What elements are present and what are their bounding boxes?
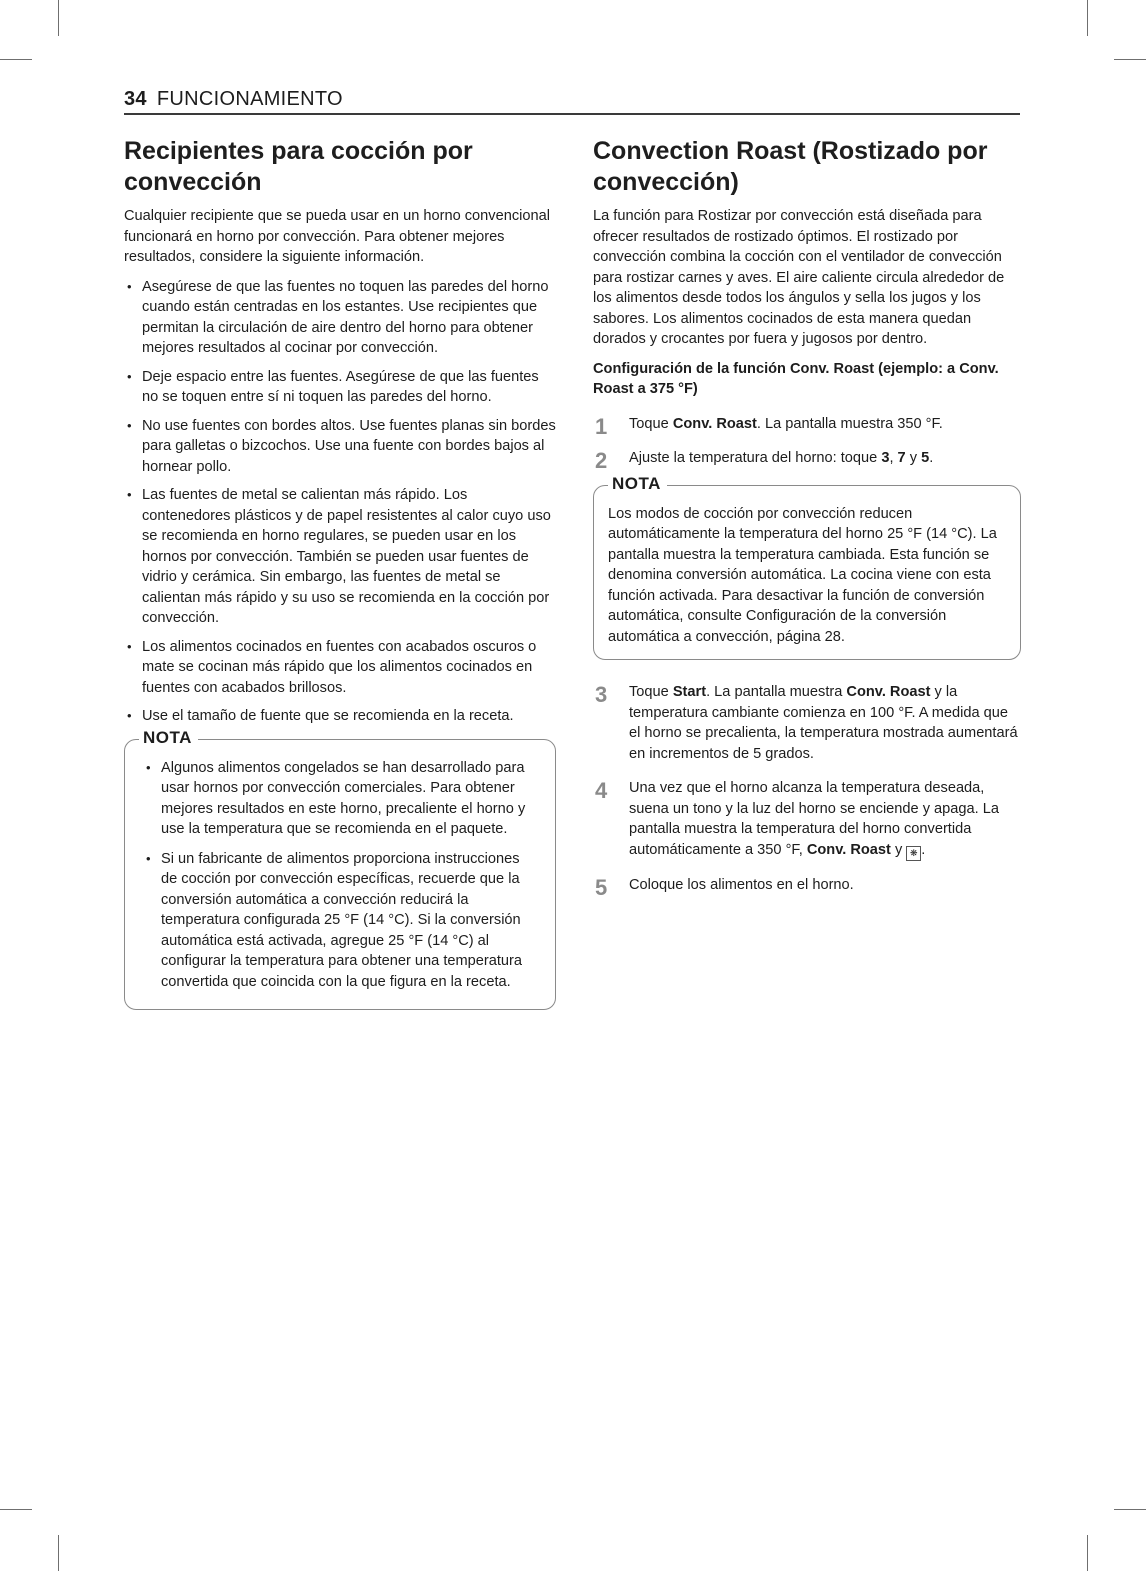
page-header	[124, 88, 1020, 115]
crop-mark	[1114, 59, 1146, 60]
list-item: • Los alimentos cocinados en fuentes con acabados oscuros o mate se cocinan más rápido que los alimentos cocinados en fuentes con acabados brillosos.	[124, 637, 556, 699]
step-1	[593, 413, 1021, 439]
note-item: • Si un fabricante de alimentos proporciona instrucciones de cocción por convección específicas, recuerde que la conversión automática a convección reducirá la temperatura configurada 25 °F (14 °C). Si la conversión automática está activada, agregue 25 °F (14 °C) al configurar la temperatura para obtener una temperatura convertida que coincida con la que figura en la receta.	[143, 849, 539, 993]
left-column	[124, 136, 556, 1010]
step-number: 3	[595, 682, 608, 707]
note-label: NOTA	[608, 474, 667, 494]
step-text: ,	[889, 450, 898, 466]
crop-mark	[1114, 1509, 1146, 1510]
step-number: 4	[595, 778, 608, 803]
step-text: . La pantalla muestra	[706, 684, 847, 700]
step-text: Una vez que el horno alcanza la temperatura deseada, suena un tono y la luz del horno se enciende y apaga. La pantalla muestra la temperatura del horno convertida automáticamente a 350 °F,	[629, 780, 999, 858]
step-key: Conv. Roast	[846, 684, 931, 700]
step-text: Ajuste la temperatura del horno: toque	[629, 450, 882, 466]
section-title: FUNCIONAMIENTO	[156, 88, 343, 110]
note-box	[124, 727, 556, 1011]
step-text: y	[905, 450, 922, 466]
procedure-subheading: Configuración de la función Conv. Roast (ejemplo: a Conv. Roast a 375 °F)	[593, 360, 999, 397]
crop-mark	[0, 1509, 32, 1510]
note-text: Los modos de cocción por convección reducen automáticamente la temperatura del horno 25 °F (14 °C). La pantalla muestra la temperatura cambiada. Esta función se denomina conversión automática. La cocina viene con esta función activada. Para desactivar la función de conversión automática, consulte Configuración de la conversión automática a convección, página 28.	[608, 505, 997, 645]
bullet-list	[124, 277, 556, 727]
crop-mark	[58, 0, 59, 36]
step-text: .	[929, 450, 934, 466]
step-2	[593, 448, 1021, 473]
right-column	[593, 136, 1021, 909]
step-text: Toque	[629, 415, 673, 432]
crop-mark	[1087, 1535, 1088, 1571]
crop-mark	[0, 59, 32, 60]
step-key: 3	[881, 450, 890, 466]
section-heading: Recipientes para cocción por convección	[124, 137, 473, 196]
step-text: y la temperatura cambiante comienza en 100 °F. A medida que el horno se precalienta, la temperatura mostrada aumentará en incrementos de 5 grados.	[629, 684, 1018, 762]
step-text: Coloque los alimentos en el horno.	[629, 876, 854, 893]
step-key: 5	[921, 450, 930, 466]
step-number: 2	[595, 448, 608, 473]
crop-mark	[58, 1535, 59, 1571]
step-4: 4 Una vez que el horno alcanza la temperatura deseada, suena un tono y la luz del horno se enciende y apaga. La pantalla muestra la temperatura del horno convertida automáticamente a 350 °F, Conv. Roast y ❋ .	[593, 778, 1021, 861]
step-key: 7	[897, 450, 906, 466]
note-box	[593, 473, 1021, 661]
list-item: • No use fuentes con bordes altos. Use fuentes planas sin bordes para galletas o bizcochos. Use una fuente con bordes bajos al hornear pollo.	[124, 416, 556, 478]
list-item: • Use el tamaño de fuente que se recomienda en la receta.	[124, 706, 556, 727]
step-text: y	[890, 841, 907, 858]
step-text: Toque	[629, 684, 673, 700]
section-heading: Convection Roast (Rostizado por convección)	[593, 137, 988, 196]
crop-mark	[1087, 0, 1088, 36]
step-text: . La pantalla muestra 350 °F.	[756, 415, 943, 432]
step-key: Conv. Roast	[672, 415, 757, 432]
list-item: • Deje espacio entre las fuentes. Asegúrese de que las fuentes no se toquen entre sí ni toquen las paredes del horno.	[124, 367, 556, 408]
step-key: Conv. Roast	[806, 841, 891, 858]
step-3	[593, 682, 1021, 764]
step-key: Start	[672, 684, 707, 700]
step-5	[593, 874, 1021, 900]
note-list	[143, 758, 539, 993]
page-number: 34	[124, 88, 147, 110]
list-item: • Las fuentes de metal se calientan más rápido. Los contenedores plásticos y de papel resistentes al calor cuyo uso se recomienda en horno regulares, se pueden usar en los hornos por convección. También se pueden usar fuentes de vidrio y cerámica. Sin embargo, las fuentes de metal se calientan más rápido y su uso se recomienda en la cocción por convección.	[124, 485, 556, 629]
step-number: 1	[595, 413, 608, 439]
intro-paragraph: Cualquier recipiente que se pueda usar en un horno convencional funcionará en horno por convección. Para obtener mejores resultados, considere la siguiente información.	[124, 208, 550, 265]
convection-fan-icon: ❋	[906, 846, 921, 861]
step-number: 5	[595, 874, 608, 900]
note-label: NOTA	[139, 728, 198, 748]
intro-paragraph: La función para Rostizar por convección está diseñada para ofrecer resultados de rostizado óptimos. El rostizado por convección combina la cocción con el ventilador de convección para rostizar carnes y aves. El aire caliente circula alrededor de los alimentos desde todos los ángulos y sella los jugos y los sabores. Los alimentos cocinados de esta manera quedan dorados y crocantes por fuera y jugosos por dentro.	[593, 208, 1005, 347]
list-item: • Asegúrese de que las fuentes no toquen las paredes del horno cuando están centradas en los estantes. Use recipientes que permitan la circulación de aire dentro del horno para obtener mejores resultados al cocinar por convección.	[124, 277, 556, 359]
note-item: • Algunos alimentos congelados se han desarrollado para usar hornos por convección comerciales. Para obtener mejores resultados en este horno, precaliente el horno y use la temperatura que se recomienda en el paquete.	[143, 758, 539, 840]
